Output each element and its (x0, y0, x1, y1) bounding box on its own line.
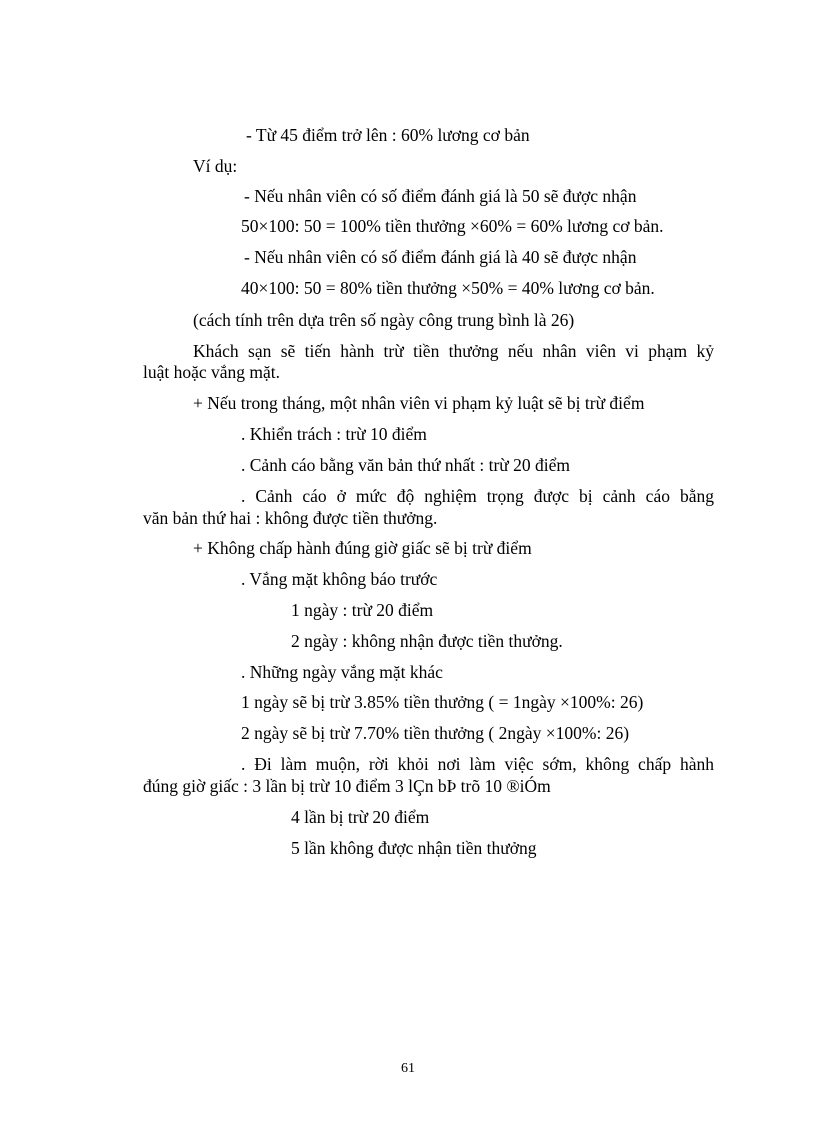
text-line-1: - Từ 45 điểm trở lên : 60% lương cơ bản (246, 125, 530, 145)
text-line-25: 5 lần không được nhận tiền thưởng (291, 838, 537, 858)
text-line-7: (cách tính trên dựa trên số ngày công trung bình là 26) (193, 310, 575, 330)
text-line-16: . Vắng mặt không báo trước (241, 569, 438, 589)
text-line-20: 1 ngày sẽ bị trừ 3.85% tiền thưởng ( = 1ngày ×100%: 26) (241, 692, 644, 712)
text-line-10: + Nếu trong tháng, một nhân viên vi phạm kỷ luật sẽ bị trừ điểm (193, 393, 645, 413)
text-line-15: + Không chấp hành đúng giờ giấc sẽ bị trừ điểm (193, 538, 532, 558)
text-line-2: Ví dụ: (193, 156, 238, 176)
text-line-8: Khách sạn sẽ tiến hành trừ tiền thưởng nếu nhân viên vi phạm kỷ (193, 341, 714, 361)
text-line-21: 2 ngày sẽ bị trừ 7.70% tiền thưởng ( 2ngày ×100%: 26) (241, 723, 630, 743)
text-line-3: - Nếu nhân viên có số điểm đánh giá là 50 sẽ được nhận (244, 186, 637, 206)
text-line-13: . Cảnh cáo ở mức độ nghiệm trọng được bị cảnh cáo bằng (241, 486, 714, 506)
page-number: 61 (401, 1061, 415, 1076)
text-line-23: đúng giờ giấc : 3 lần bị trừ 10 điểm 3 lÇn bÞ trõ 10 ®iÓm (143, 776, 551, 796)
text-line-6: 40×100: 50 = 80% tiền thưởng ×50% = 40% lương cơ bản. (241, 278, 655, 298)
text-line-22: . Đi làm muộn, rời khỏi nơi làm việc sớm, không chấp hành (241, 754, 714, 774)
text-line-12: . Cảnh cáo bằng văn bản thứ nhất : trừ 20 điểm (241, 455, 571, 475)
text-line-5: - Nếu nhân viên có số điểm đánh giá là 40 sẽ được nhận (244, 247, 637, 267)
text-line-19: . Những ngày vắng mặt khác (241, 662, 443, 682)
text-line-11: . Khiển trách : trừ 10 điểm (241, 424, 427, 444)
text-line-24: 4 lần bị trừ 20 điểm (291, 807, 430, 827)
text-line-4: 50×100: 50 = 100% tiền thưởng ×60% = 60% lương cơ bản. (241, 216, 664, 236)
text-line-18: 2 ngày : không nhận được tiền thưởng. (291, 631, 563, 651)
text-line-14: văn bản thứ hai : không được tiền thưởng. (143, 508, 438, 528)
text-line-9: luật hoặc vắng mặt. (143, 362, 281, 382)
text-line-17: 1 ngày : trừ 20 điểm (291, 600, 434, 620)
